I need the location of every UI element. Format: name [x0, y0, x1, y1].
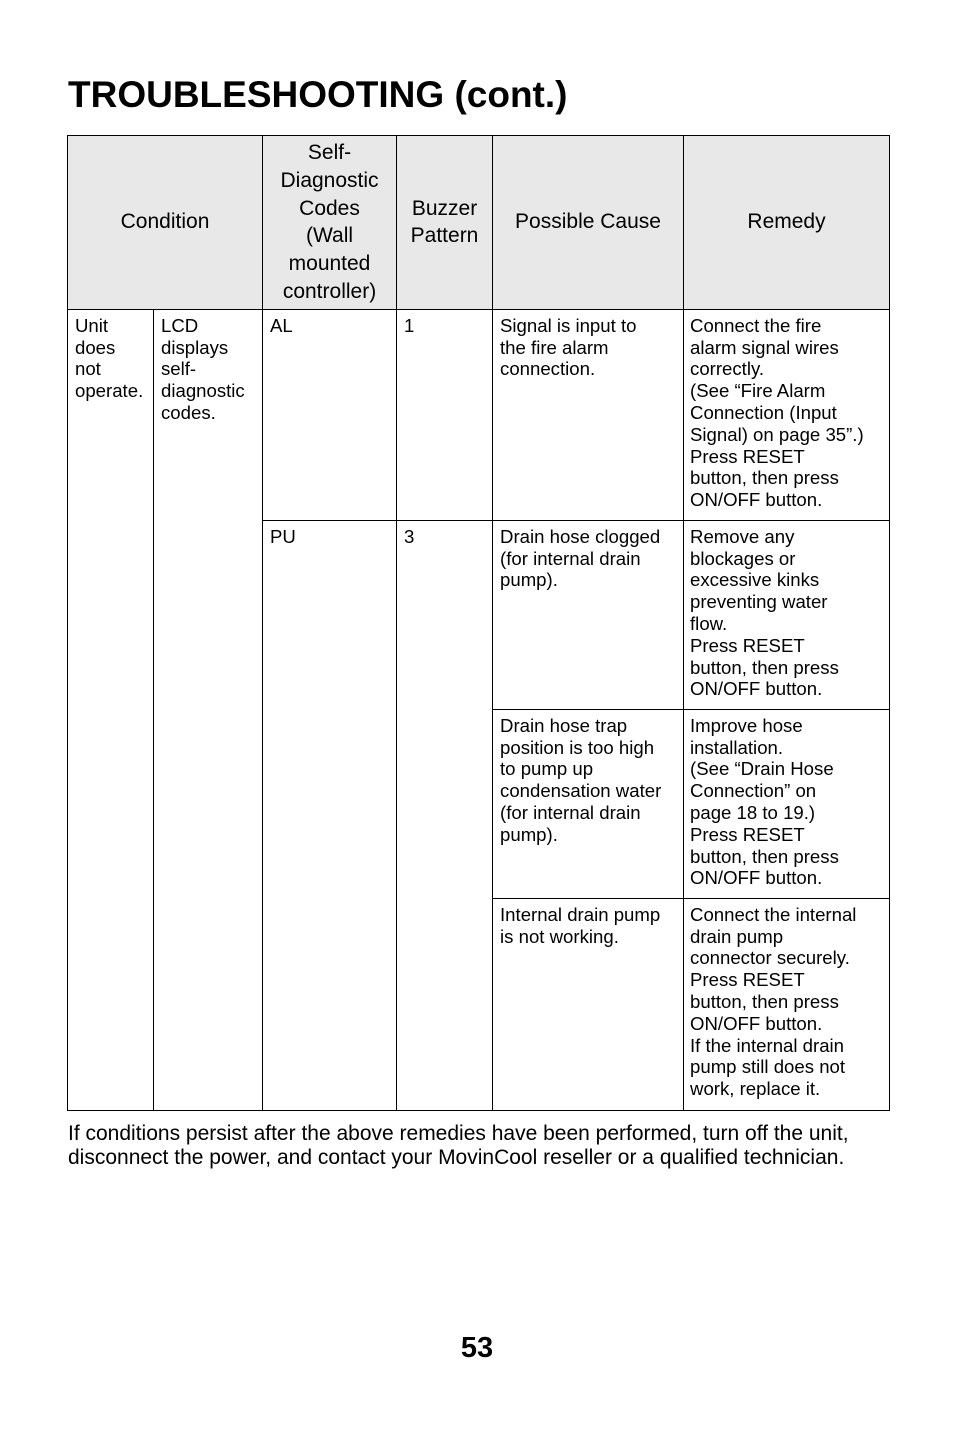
page-title: TROUBLESHOOTING (cont.): [68, 74, 568, 115]
header-condition: Condition: [68, 136, 263, 310]
cause-cell: Internal drain pump is not working.: [493, 898, 684, 1110]
troubleshooting-table: [67, 135, 890, 1111]
page-number: 53: [460, 1332, 494, 1364]
remedy-cell: Connect the internal drain pump connector securely. Press RESET button, then press ON/OFF button. If the internal drain pump still does not work, replace it.: [684, 898, 890, 1110]
header-remedy: Remedy: [684, 136, 890, 310]
cause-cell: Drain hose clogged (for internal drain pump).: [493, 520, 684, 709]
condition-unit-cell: Unit does not operate.: [68, 309, 154, 1110]
footer-note: If conditions persist after the above remedies have been performed, turn off the unit, disconnect the power, and contact your MovinCool reseller or a qualified technician.: [68, 1122, 849, 1169]
remedy-cell: Improve hose installation. (See “Drain Hose Connection” on page 18 to 19.) Press RESET button, then press ON/OFF button.: [684, 709, 890, 898]
header-possible-cause: Possible Cause: [493, 136, 684, 310]
remedy-cell: Remove any blockages or excessive kinks preventing water flow. Press RESET button, then press ON/OFF button.: [684, 520, 890, 709]
cause-cell: Drain hose trap position is too high to pump up condensation water (for internal drain pump).: [493, 709, 684, 898]
condition-lcd-cell: LCD displays self- diagnostic codes.: [154, 309, 263, 1110]
header-buzzer-pattern: Buzzer Pattern: [397, 136, 493, 310]
table-header-row: [68, 136, 890, 310]
buzzer-cell: 3: [397, 520, 493, 1110]
cause-cell: Signal is input to the fire alarm connection.: [493, 309, 684, 520]
header-self-diagnostic-codes: Self- Diagnostic Codes (Wall mounted controller): [263, 136, 397, 310]
code-cell: AL: [263, 309, 397, 520]
remedy-cell: Connect the fire alarm signal wires correctly. (See “Fire Alarm Connection (Input Signal) on page 35”.) Press RESET button, then press ON/OFF button.: [684, 309, 890, 520]
buzzer-cell: 1: [397, 309, 493, 520]
table-row: [68, 309, 890, 520]
code-cell: PU: [263, 520, 397, 1110]
